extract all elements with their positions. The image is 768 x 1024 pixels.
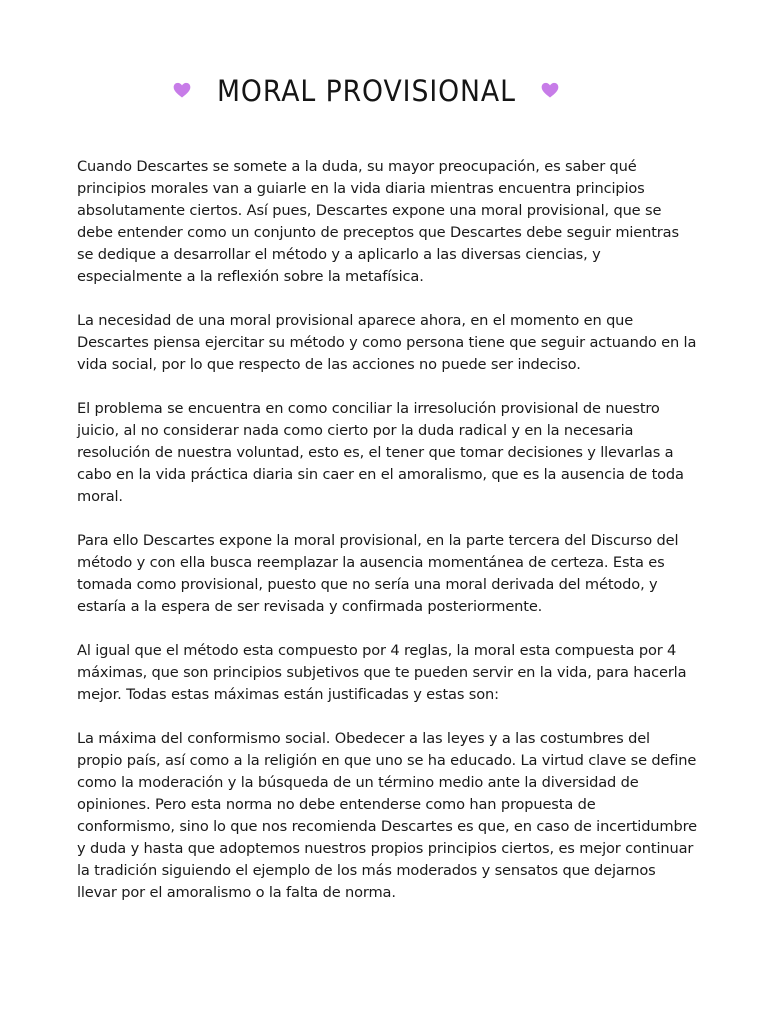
paragraph: El problema se encuentra en como conciliar la irresolución provisional de nuestro juicio, al no considerar nada como cierto por la duda radical y en la necesaria resolución de nuestra voluntad, esto es, el tener que tomar decisiones y llevarlas a cabo en la vida práctica diaria sin caer en el amoralismo, que es la ausencia de toda moral. xyxy=(77,400,684,505)
title-row xyxy=(0,72,768,108)
paragraph: La necesidad de una moral provisional aparece ahora, en el momento en que Descartes piensa ejercitar su método y como persona tiene que seguir actuando en la vida social, por lo que respecto de las acciones no puede ser indeciso. xyxy=(77,312,697,373)
page-title: MORAL PROVISIONAL xyxy=(216,74,516,108)
heart-icon xyxy=(540,80,560,100)
paragraph: Al igual que el método esta compuesto por 4 reglas, la moral esta compuesta por 4 máximas, que son principios subjetivos que te pueden servir en la vida, para hacerla mejor. Todas estas máximas están justificadas y estas son: xyxy=(77,642,687,703)
paragraph: Cuando Descartes se somete a la duda, su mayor preocupación, es saber qué principios morales van a guiarle en la vida diaria mientras encuentra principios absolutamente ciertos. Así pues, Descartes expone una moral provisional, que se debe entender como un conjunto de preceptos que Descartes debe seguir mientras se dedique a desarrollar el método y a aplicarlo a las diversas ciencias, y especialmente a la reflexión sobre la metafísica. xyxy=(77,158,679,285)
document-body xyxy=(77,156,697,926)
paragraph: La máxima del conformismo social. Obedecer a las leyes y a las costumbres del propio país, así como a la religión en que uno se ha educado. La virtud clave se define como la moderación y la búsqueda de un término medio ante la diversidad de opiniones. Pero esta norma no debe entenderse como han propuesta de conformismo, sino lo que nos recomienda Descartes es que, en caso de incertidumbre y duda y hasta que adoptemos nuestros propios principios ciertos, es mejor continuar la tradición siguiendo el ejemplo de los más moderados y sensatos que dejarnos llevar por el amoralismo o la falta de norma. xyxy=(77,730,697,901)
heart-icon xyxy=(172,80,192,100)
paragraph: Para ello Descartes expone la moral provisional, en la parte tercera del Discurso del método y con ella busca reemplazar la ausencia momentánea de certeza. Esta es tomada como provisional, puesto que no sería una moral derivada del método, y estaría a la espera de ser revisada y confirmada posteriormente. xyxy=(77,532,679,615)
